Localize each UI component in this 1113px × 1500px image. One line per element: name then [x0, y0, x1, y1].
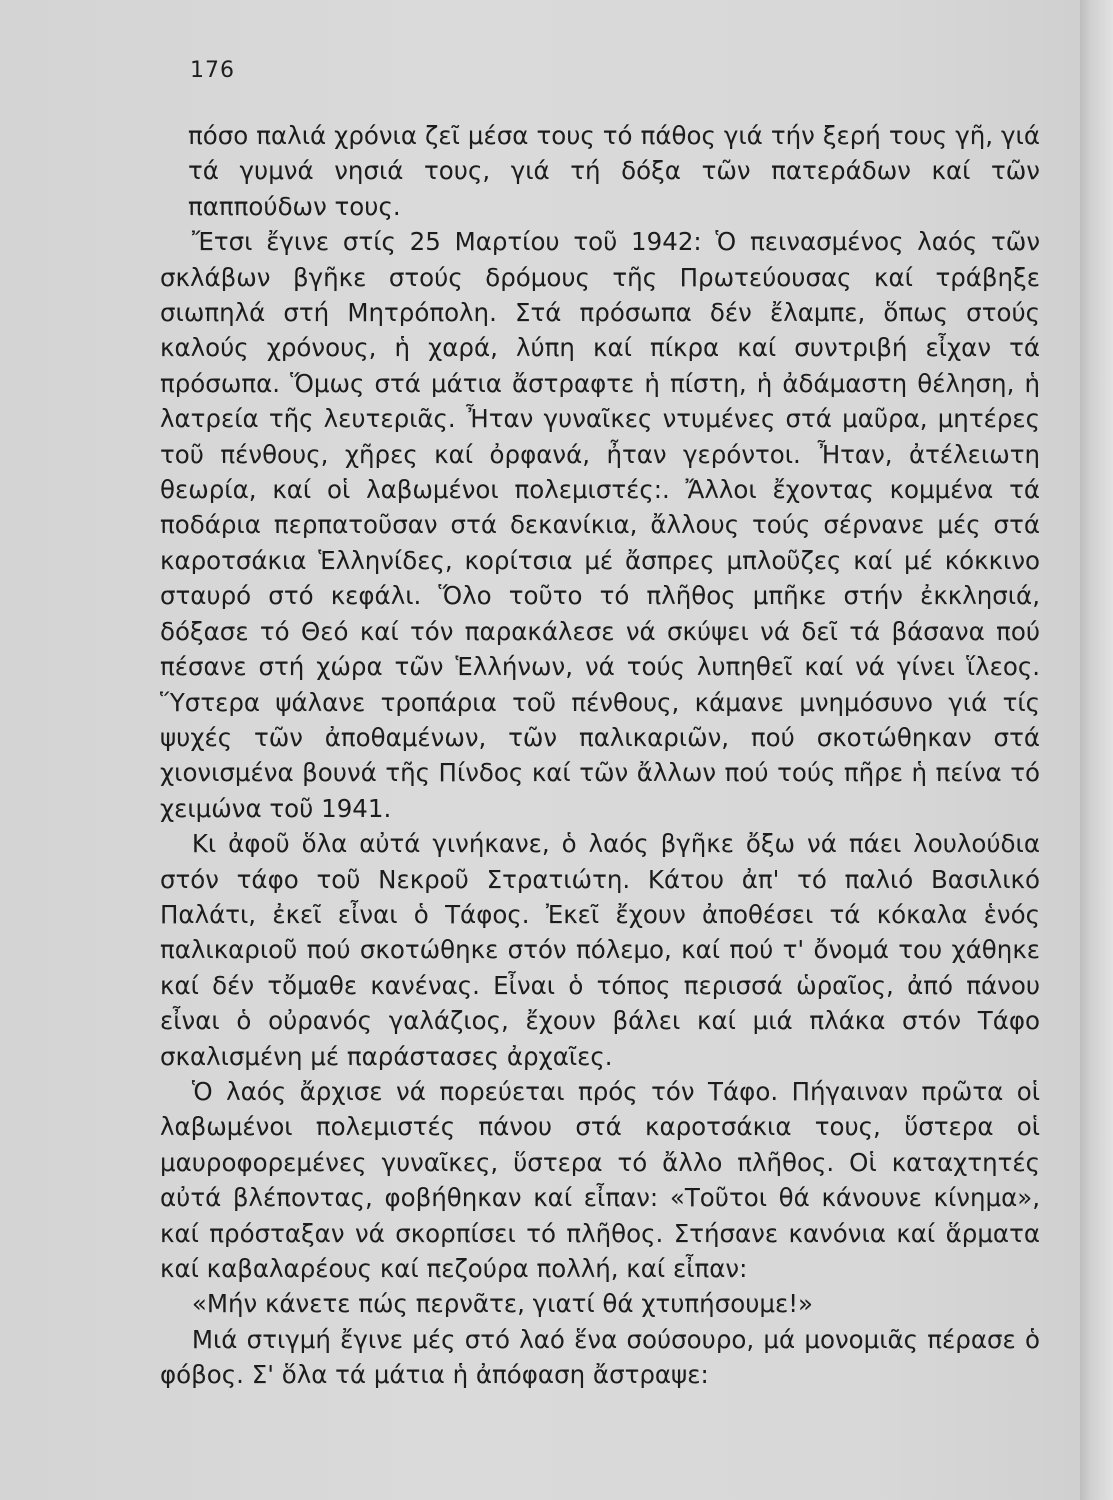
- paragraph-decision: Μιά στιγμή ἔγινε μές στό λαό ἕνα σούσουρο, μά μονομιᾶς πέρασε ὁ φόβος. Σ' ὅλα τά μάτια ἡ ἀπόφαση ἄστραψε:: [160, 1324, 1040, 1390]
- paragraph-march-1942: Ἔτσι ἔγινε στίς 25 Μαρτίου τοῦ 1942: Ὁ πεινασμένος λαός τῶν σκλάβων βγῆκε στούς δρόμους τῆς Πρωτεύουσας καί τράβηξε σιωπηλά στή Μητρόπολη. Στά πρόσωπα δέν ἔλαμπε, ὅπως στούς καλούς χρόνους, ἡ χαρά, λύπη καί πίκρα καί συντριβή εἶχαν τά πρόσωπα. Ὅμως στά μάτια ἄστραφτε ἡ πίστη, ἡ ἀδάμαστη θέληση, ἡ λατρεία τῆς λευτεριᾶς. Ἦταν γυναῖκες ντυμένες στά μαῦρα, μητέρες τοῦ πένθους, χῆρες καί ὀρφανά, ἦταν γερόντοι. Ἦταν, ἀτέλειωτη θεωρία, καί οἱ λαβωμένοι πολεμιστές:. Ἄλλοι ἔχοντας κομμένα τά ποδάρια περπατοῦσαν στά δεκανίκια, ἄλλους τούς σέρνανε μές στά καροτσάκια Ἑλληνίδες, κορίτσια μέ ἄσπρες μπλοῦζες καί μέ κόκκινο σταυρό στό κεφάλι. Ὅλο τοῦτο τό πλῆθος μπῆκε στήν ἐκκλησιά, δόξασε τό Θεό καί τόν παρακάλεσε νά σκύψει νά δεῖ τά βάσανα πού πέσανε στή χώρα τῶν Ἑλλήνων, νά τούς λυπηθεῖ καί νά γίνει ἵλεος. Ὕστερα ψάλανε τροπάρια τοῦ πένθους, κάμανε μνημόσυνο γιά τίς ψυχές τῶν ἀποθαμένων, τῶν παλικαριῶν, πού σκοτώθηκαν στά χιονισμένα βουνά τῆς Πίνδος καί τῶν ἄλλων πού τούς πῆρε ἡ πείνα τό χειμώνα τοῦ 1941.: [160, 227, 1040, 823]
- paragraph-procession: Ὁ λαός ἄρχισε νά πορεύεται πρός τόν Τάφο. Πήγαιναν πρῶτα οἱ λαβωμένοι πολεμιστές πάνου στά καροτσάκια τους, ὕστερα οἱ μαυροφορεμένες γυναῖκες, ὕστερα τό ἄλλο πλῆθος. Οἱ καταχτητές αὐτά βλέποντας, φοβήθηκαν καί εἶπαν: «Τοῦτοι θά κάνουνε κίνημα», καί πρόσταξαν νά σκορπίσει τό πλῆθος. Στήσανε κανόνια καί ἅρματα καί καβαλαρέους καί πεζούρα πολλή, καί εἶπαν:: [160, 1076, 1040, 1283]
- page-number: 176: [190, 58, 235, 83]
- paragraph-unknown-soldier-tomb: Κι ἀφοῦ ὅλα αὐτά γινήκανε, ὁ λαός βγῆκε ὄξω νά πάει λουλούδια στόν τάφο τοῦ Νεκροῦ Στρατιώτη. Κάτου ἀπ' τό παλιό Βασιλικό Παλάτι, ἐκεῖ εἶναι ὁ Τάφος. Ἐκεῖ ἔχουν ἀποθέσει τά κόκαλα ἑνός παλικαριοῦ πού σκοτώθηκε στόν πόλεμο, καί πού τ' ὄνομά του χάθηκε καί δέν τὄμαθε κανένας. Εἶναι ὁ τόπος περισσά ὡραῖος, ἀπό πάνου εἶναι ὁ οὐρανός γαλάζιος, ἔχουν βάλει καί μιά πλάκα στόν Τάφο σκαλισμένη μέ παράστασες ἀρχαῖες.: [160, 829, 1040, 1071]
- paragraph-continuation: πόσο παλιά χρόνια ζεῖ μέσα τους τό πάθος γιά τήν ξερή τους γῆ, γιά τά γυμνά νησιά τους, γιά τή δόξα τῶν πατεράδων καί τῶν παππούδων τους.: [188, 121, 1040, 221]
- body-text: [160, 118, 1040, 1393]
- page-edge-shadow: [1080, 0, 1113, 1500]
- paragraph-quote: «Μήν κάνετε πώς περνᾶτε, γιατί θά χτυπήσουμε!»: [191, 1289, 814, 1319]
